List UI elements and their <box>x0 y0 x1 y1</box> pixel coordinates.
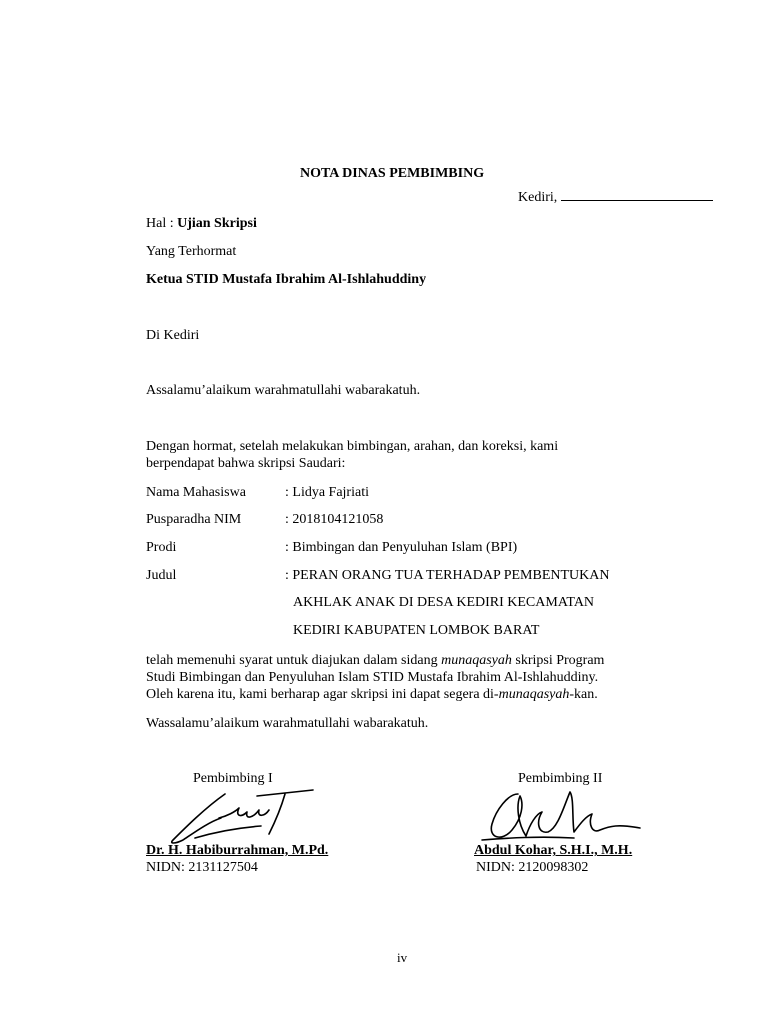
hal-label: Hal : <box>146 216 174 231</box>
field-label-judul: Judul <box>146 568 177 583</box>
supervisor-2-name: Abdul Kohar, S.H.I., M.H. <box>474 843 633 858</box>
supervisor-1-name: Dr. H. Habiburrahman, M.Pd. <box>146 843 329 858</box>
subject-line <box>146 216 257 232</box>
intro-line-2: berpendapat bahwa skripsi Saudari: <box>146 456 346 471</box>
judul-continuation-1: AKHLAK ANAK DI DESA KEDIRI KECAMATAN <box>293 595 595 610</box>
closing-italic-term: munaqasyah <box>498 687 570 702</box>
date-line <box>518 188 713 206</box>
supervisor-1-role: Pembimbing I <box>193 771 273 786</box>
field-label-prodi: Prodi <box>146 540 177 555</box>
field-label-nama: Nama Mahasiswa <box>146 485 246 500</box>
recipient: Ketua STID Mustafa Ibrahim Al-Ishlahuddiny <box>146 272 427 287</box>
closing-text: skripsi Program <box>511 653 605 668</box>
signature-1-image <box>165 788 325 850</box>
farewell: Wassalamu’alaikum warahmatullahi wabarakatuh. <box>146 716 429 731</box>
supervisor-2-nidn: NIDN: 2120098302 <box>476 860 589 875</box>
document-title: NOTA DINAS PEMBIMBING <box>300 166 485 181</box>
judul-continuation-2: KEDIRI KABUPATEN LOMBOK BARAT <box>293 623 540 638</box>
intro-line-1: Dengan hormat, setelah melakukan bimbingan, arahan, dan koreksi, kami <box>146 439 559 454</box>
supervisor-2-role: Pembimbing II <box>518 771 603 786</box>
field-value-nim: : 2018104121058 <box>285 512 384 527</box>
field-value-nama: : Lidya Fajriati <box>285 485 369 500</box>
closing-text: -kan. <box>569 687 598 702</box>
place-label: Kediri, <box>518 190 558 205</box>
closing-line-1 <box>146 653 604 669</box>
signature-2-image <box>478 784 648 850</box>
closing-text: Oleh karena itu, kami berharap agar skripsi ini dapat segera di- <box>146 687 499 702</box>
date-blank <box>561 188 713 201</box>
salutation: Yang Terhormat <box>146 244 237 259</box>
closing-line-2: Studi Bimbingan dan Penyuluhan Islam STID Mustafa Ibrahim Al-Ishlahuddiny. <box>146 670 599 685</box>
page-number: iv <box>397 950 408 965</box>
field-value-judul: : PERAN ORANG TUA TERHADAP PEMBENTUKAN <box>285 568 610 583</box>
field-label-nim: Pusparadha NIM <box>146 512 242 527</box>
field-value-prodi: : Bimbingan dan Penyuluhan Islam (BPI) <box>285 540 518 555</box>
supervisor-1-nidn: NIDN: 2131127504 <box>146 860 258 875</box>
closing-italic-term: munaqasyah <box>441 653 512 668</box>
closing-text: telah memenuhi syarat untuk diajukan dalam sidang <box>146 653 442 668</box>
greeting: Assalamu’alaikum warahmatullahi wabarakatuh. <box>146 383 421 398</box>
closing-line-3 <box>146 687 598 703</box>
location: Di Kediri <box>146 328 200 343</box>
hal-value: Ujian Skripsi <box>177 216 257 231</box>
